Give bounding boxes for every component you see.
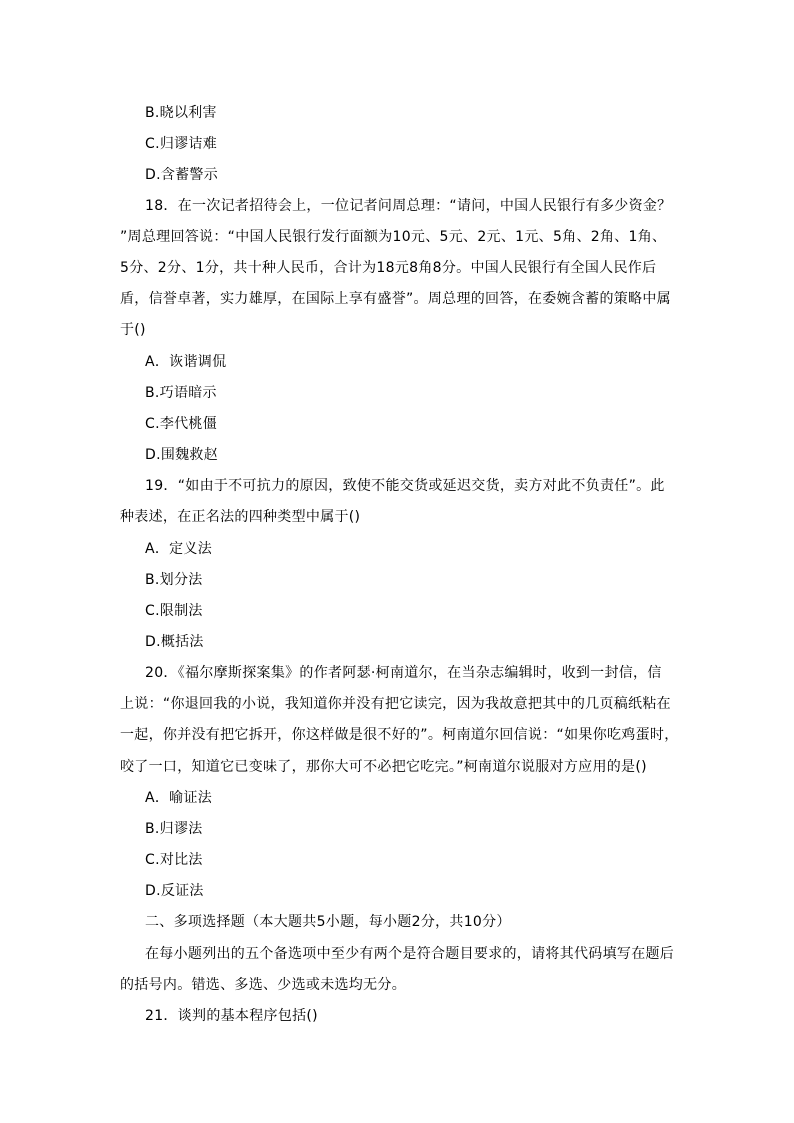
option-20-d: D.反证法 xyxy=(145,883,204,899)
option-19-a: A．定义法 xyxy=(145,541,213,557)
option-18-c: C.李代桃僵 xyxy=(145,416,218,432)
question-19-line-2: 种表述，在正名法的四种类型中属于() xyxy=(120,509,361,525)
question-18-line-3: 5分、2分、1分，共十种人民币，合计为18元8角8分。中国人民银行有全国人民作后 xyxy=(120,260,657,276)
option-19-b: B.划分法 xyxy=(145,572,203,588)
section-heading-multiple-choice: 二、多项选择题（本大题共5小题，每小题2分，共10分） xyxy=(145,914,511,930)
question-20-line-3: 一起，你并没有把它拆开，你这样做是很不好的”。柯南道尔回信说：“如果你吃鸡蛋时， xyxy=(120,727,679,743)
option-18-d: D.围魏救赵 xyxy=(145,447,219,463)
question-18-line-2: ”周总理回答说：“中国人民银行发行面额为10元、5元、2元、1元、5角、2角、1角、 xyxy=(120,229,667,245)
question-18-line-4: 盾，信誉卓著，实力雄厚，在国际上享有盛誉”。周总理的回答，在委婉含蓄的策略中属 xyxy=(120,291,671,307)
option-19-d: D.概括法 xyxy=(145,634,204,650)
section-instructions-line-1: 在每小题列出的五个备选项中至少有两个是符合题目要求的，请将其代码填写在题后 xyxy=(145,946,675,962)
question-20-line-2: 上说：“你退回我的小说，我知道你并没有把它读完，因为我故意把其中的几页稿纸粘在 xyxy=(120,696,671,712)
option-18-a: A．诙谐调侃 xyxy=(145,354,227,370)
option-18-b: B.巧语暗示 xyxy=(145,385,217,401)
question-18-line-1: 18．在一次记者招待会上，一位记者问周总理：“请问，中国人民银行有多少资金？ xyxy=(145,198,672,214)
question-18-line-5: 于() xyxy=(120,322,146,338)
option-20-c: C.对比法 xyxy=(145,852,203,868)
option-17-d: D.含蓄警示 xyxy=(145,167,219,183)
question-19-line-1: 19．“如由于不可抗力的原因，致使不能交货或延迟交货，卖方对此不负责任”。此 xyxy=(145,478,665,494)
question-20-line-1: 20．《福尔摩斯探案集》的作者阿瑟·柯南道尔，在当杂志编辑时，收到一封信，信 xyxy=(145,665,662,681)
option-20-b: B.归谬法 xyxy=(145,821,203,837)
option-20-a: A．喻证法 xyxy=(145,790,213,806)
option-17-b: B.晓以利害 xyxy=(145,105,217,121)
section-instructions-line-2: 的括号内。错选、多选、少选或未选均无分。 xyxy=(120,977,406,993)
option-17-c: C.归谬诘难 xyxy=(145,136,218,152)
question-20-line-4: 咬了一口，知道它已变味了，那你大可不必把它吃完。”柯南道尔说服对方应用的是() xyxy=(120,759,647,775)
question-21-line-1: 21．谈判的基本程序包括() xyxy=(145,1008,318,1024)
option-19-c: C.限制法 xyxy=(145,603,203,619)
